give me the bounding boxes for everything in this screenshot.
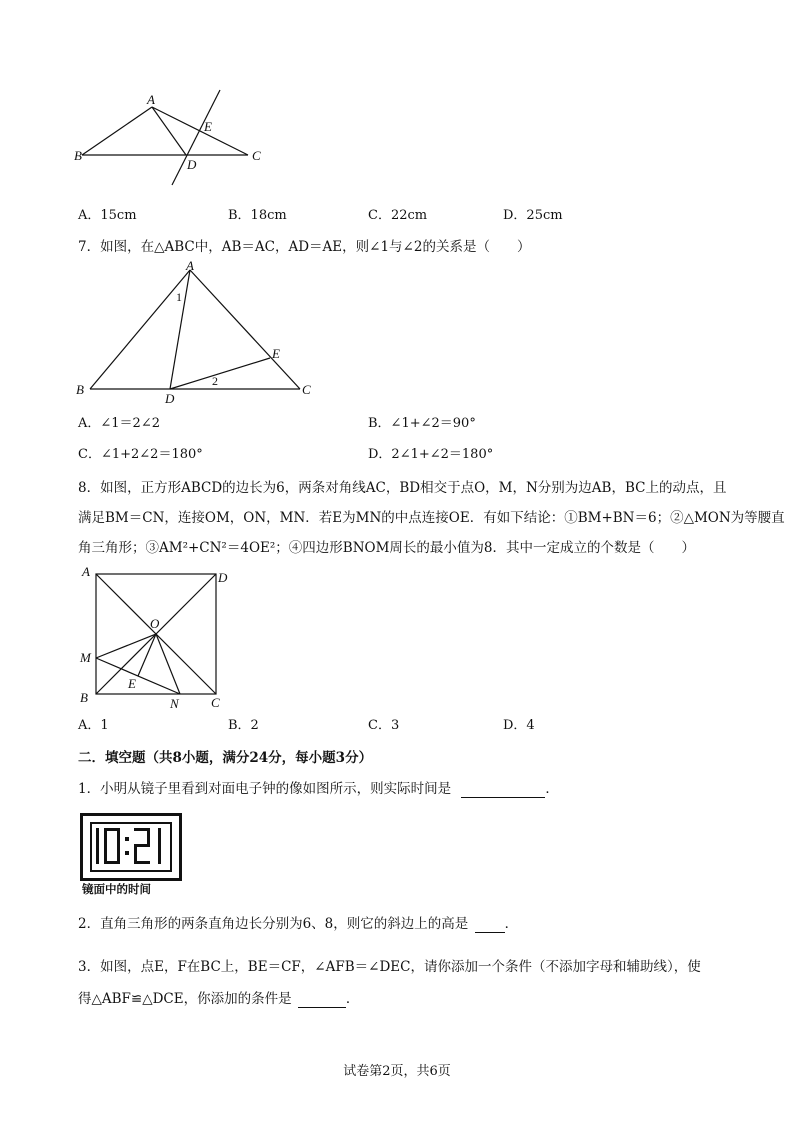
clock-colon-dot: [125, 837, 129, 841]
fill3-answer-blank[interactable]: [298, 993, 346, 1008]
fig8-label-b: B: [80, 690, 88, 705]
q7-option-a: A．∠1＝2∠2: [78, 416, 160, 431]
clock-segment: [134, 861, 150, 864]
fig7-label-e: E: [272, 346, 280, 361]
fill1-text: 1．小明从镜子里看到对面电子钟的像如图所示，则实际时间是: [78, 781, 452, 797]
fill3-question-line2: [78, 990, 359, 1008]
q7-option-c: C．∠1+2∠2＝180°: [78, 447, 203, 462]
clock-segment: [104, 828, 107, 864]
fig6-label-d: D: [187, 157, 197, 172]
q8-question-line1: 8．如图，正方形ABCD的边长为6，两条对角线AC，BD相交于点O，M，N分别为边AB，BC上的动点，且: [78, 480, 727, 496]
fig6-label-c: C: [252, 148, 261, 163]
fig7-angle-1: 1: [176, 290, 182, 304]
mirror-clock: [80, 813, 182, 881]
fill1-answer-blank[interactable]: [461, 783, 545, 798]
fig8-label-o: O: [150, 616, 160, 631]
fill2-question: [78, 915, 518, 933]
q7-figure: [72, 258, 322, 403]
q8-question-line3: 角三角形；③AM²+CN²＝4OE²；④四边形BNOM周长的最小值为8．其中一定成立的个数是（ ）: [78, 540, 695, 556]
q6-figure: [72, 85, 272, 190]
q8-figure: [76, 562, 236, 712]
fig8-label-a: A: [82, 564, 90, 579]
clock-segment: [104, 861, 120, 864]
fig7-label-d: D: [165, 391, 175, 403]
fig7-label-c: C: [302, 382, 311, 397]
q6-option-a: A．15cm: [78, 208, 137, 223]
q8-option-a: A．1: [78, 718, 109, 733]
q7-option-b: B．∠1+∠2＝90°: [368, 416, 476, 431]
clock-segment: [117, 828, 120, 864]
fig8-label-n: N: [170, 696, 179, 711]
q6-option-b: B．18cm: [228, 208, 287, 223]
q6-option-d: D．25cm: [503, 208, 563, 223]
q6-option-c: C．22cm: [368, 208, 428, 223]
clock-segment: [158, 828, 161, 864]
fig8-label-d: D: [218, 570, 228, 585]
fill1-end: ．: [545, 781, 559, 797]
clock-segment: [104, 828, 120, 831]
fill3-text: 得△ABF≌△DCE，你添加的条件是: [78, 991, 292, 1007]
fig7-angle-2: 2: [212, 374, 218, 388]
clock-colon-dot: [125, 851, 129, 855]
q8-option-d: D．4: [503, 718, 535, 733]
section-heading: 二．填空题（共8小题，满分24分，每小题3分）: [78, 750, 373, 766]
q8-question-line2: 满足BM＝CN，连接OM，ON，MN．若E为MN的中点连接OE．有如下结论：①BM+BN＝6；②△MON为等腰直: [78, 510, 785, 526]
fig6-label-a: A: [147, 92, 155, 107]
fig7-label-a: A: [186, 258, 194, 273]
fig8-label-e: E: [128, 676, 136, 691]
page-footer: 试卷第2页，共6页: [343, 1064, 451, 1079]
fill3-end: ．: [345, 991, 360, 1007]
clock-caption: 镜面中的时间: [82, 882, 151, 896]
clock-screen: [90, 822, 172, 872]
fig7-label-b: B: [76, 382, 84, 397]
q7-option-d: D．2∠1+∠2＝180°: [368, 447, 494, 462]
q8-option-b: B．2: [228, 718, 259, 733]
fig8-label-m: M: [80, 650, 91, 665]
fig6-label-e: E: [204, 119, 212, 134]
q8-option-c: C．3: [368, 718, 400, 733]
fig6-label-b: B: [74, 148, 82, 163]
q7-question: 7．如图，在△ABC中，AB＝AC，AD＝AE，则∠1与∠2的关系是（ ）: [78, 239, 531, 255]
clock-segment: [96, 828, 99, 864]
fill2-answer-blank[interactable]: [475, 918, 505, 933]
fill2-text: 2．直角三角形的两条直角边长分别为6、8，则它的斜边上的高是: [78, 916, 469, 932]
fill1-question: [78, 780, 559, 798]
fig8-label-c: C: [211, 695, 220, 710]
fill2-end: ．: [504, 916, 519, 932]
fill3-question-line1: 3．如图，点E，F在BC上，BE＝CF，∠AFB＝∠DEC，请你添加一个条件（不添加字母和辅助线），使: [78, 959, 701, 975]
